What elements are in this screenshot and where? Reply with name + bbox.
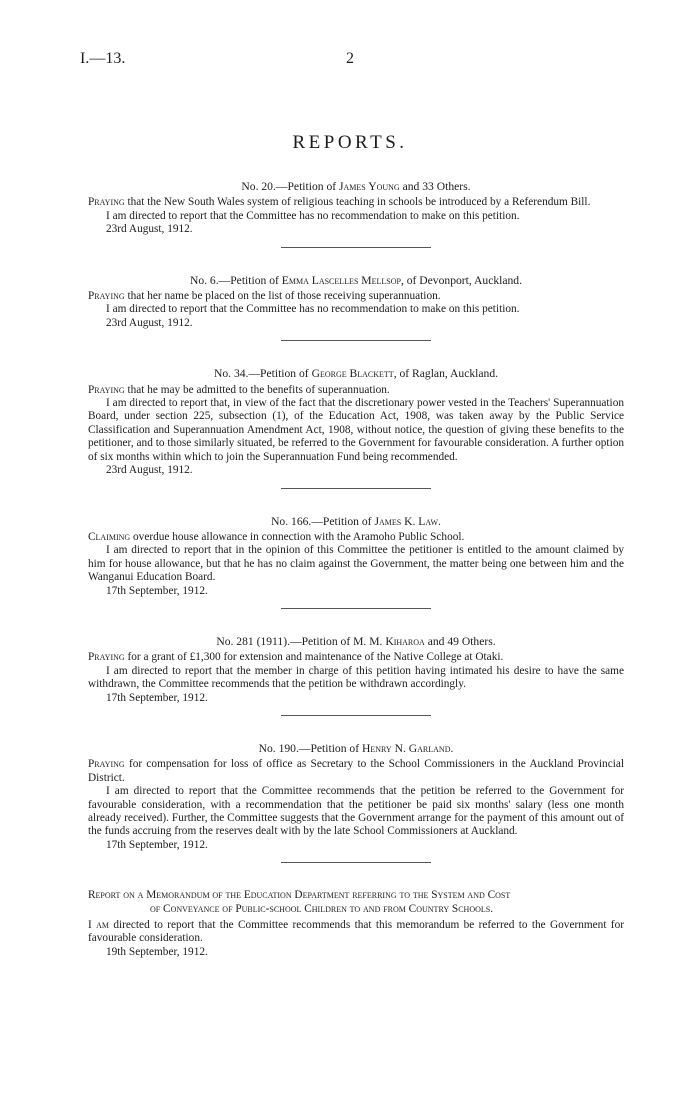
prayer-lead-word: Claiming — [88, 530, 131, 543]
section-divider — [281, 715, 431, 716]
petition-title — [88, 515, 624, 528]
memorandum-report-text: directed to report that the Committee recommends that this memorandum be referred to the Government for favourable consideration. — [88, 919, 624, 945]
report-date: 17th September, 1912. — [106, 838, 208, 851]
petition-section — [88, 515, 624, 609]
petition-prayer — [88, 384, 624, 397]
report-paragraph: I am directed to report that the Committee recommends that the petition be referred to the Government for favourable consideration, with a recommendation that the petitioner be paid six months' salary (less one month already received). Further, the Committee suggests that the Government arrange for the payment of this amount out of the funds accruing from the reserves dealt with by the late School Commissioners at Auckland. — [88, 785, 624, 838]
petitioner-name: James K. Law — [374, 514, 439, 528]
petition-number: No. 281 (1911).—Petition of — [216, 634, 354, 648]
memorandum-report-title — [88, 889, 624, 916]
prayer-text: for a grant of £1,300 for extension and maintenance of the Native College at Otaki. — [124, 651, 504, 664]
petitioner-name: George Blackett — [311, 367, 394, 381]
prayer-text: for compensation for loss of office as Secretary to the School Commissioners in the Auckland Provincial District. — [88, 758, 624, 784]
petition-title — [88, 274, 624, 287]
prayer-text: that the New South Wales system of religious teaching in schools be introduced by a Referendum Bill. — [124, 196, 591, 209]
petition-prayer — [88, 290, 624, 303]
page-number: 2 — [346, 50, 354, 67]
report-paragraph: I am directed to report that the member in charge of this petition having intimated his desire to have the same withdrawn, the Committee recommends that the petition be withdrawn accordingly. — [88, 664, 624, 691]
report-date: 19th September, 1912. — [106, 945, 208, 958]
reports-body — [88, 180, 624, 959]
petition-section — [88, 635, 624, 716]
prayer-lead-word: Praying — [88, 651, 125, 664]
memorandum-title-line-1: Report on a Memorandum of the Education Department referring to the System and Cost — [88, 889, 511, 902]
petition-prayer — [88, 758, 624, 785]
petition-section — [88, 180, 624, 248]
petition-prayer — [88, 531, 624, 544]
petition-title-rest: and 33 Others. — [399, 180, 471, 193]
petition-title-rest: , of Raglan, Auckland. — [393, 367, 499, 381]
page-title: REPORTS. — [292, 132, 408, 153]
prayer-text: that her name be placed on the list of those receiving superannuation. — [124, 290, 441, 303]
petition-number: No. 6.—Petition of — [189, 273, 282, 287]
report-paragraph: I am directed to report that the Committee has no recommendation to make on this petition. — [106, 209, 520, 222]
section-divider — [281, 247, 431, 248]
prayer-lead-word: Praying — [88, 290, 125, 303]
prayer-text: that he may be admitted to the benefits of superannuation. — [124, 383, 390, 396]
prayer-lead-word: Praying — [88, 196, 125, 209]
petition-number: No. 20.—Petition of — [241, 180, 340, 193]
memorandum-report-paragraph — [88, 919, 624, 946]
petition-title — [88, 742, 624, 755]
petition-prayer — [88, 196, 624, 209]
report-date: 17th September, 1912. — [106, 691, 208, 704]
petitioner-name: M. M. Kiharoa — [353, 634, 425, 648]
report-paragraph: I am directed to report that in the opinion of this Committee the petitioner is entitled to the amount claimed by him for house allowance, but that he has no claim against the Government, the matter being one between him and the Wanganui Education Board. — [88, 544, 624, 584]
petition-title — [88, 367, 624, 380]
petition-title-rest: . — [438, 514, 441, 528]
petitioner-name: James Young — [339, 180, 400, 193]
report-paragraph: I am directed to report that the Committee has no recommendation to make on this petition. — [106, 303, 520, 316]
petition-title-rest: . — [450, 741, 454, 755]
report-date: 17th September, 1912. — [106, 584, 208, 597]
prayer-lead-word: Praying — [88, 758, 125, 771]
section-divider — [281, 340, 431, 341]
document-reference: I.—13. — [80, 50, 126, 67]
petition-number: No. 166.—Petition of — [271, 514, 375, 528]
section-divider — [281, 608, 431, 609]
petition-section — [88, 274, 624, 342]
petitioner-name: Henry N. Garland — [362, 741, 451, 755]
memorandum-report-section — [88, 889, 624, 959]
report-paragraph: I am directed to report that, in view of the fact that the discretionary power vested in the Teachers' Superannuation Board, under section 225, subsection (1), of the Education Act, 1908, was taken away by the Public Service Classification and Superannuation Amendment Act, 1908, without notice, the question of giving these benefits to the petitioner, and to those similarly situated, be referred to the Government for favourable consideration. A further option of six months within which to join the Superannuation Fund being recommended. — [88, 397, 624, 463]
section-divider — [281, 488, 431, 489]
memorandum-lead-word: I am — [88, 919, 109, 932]
report-date: 23rd August, 1912. — [106, 464, 193, 477]
petition-title — [88, 180, 624, 193]
petitioner-name: Emma Lascelles Mellsop — [281, 273, 401, 287]
petition-section — [88, 367, 624, 488]
petition-title-rest: and 49 Others. — [424, 634, 496, 648]
report-date: 23rd August, 1912. — [106, 316, 193, 329]
page-header — [0, 50, 700, 74]
section-divider — [281, 862, 431, 863]
report-date: 23rd August, 1912. — [106, 223, 193, 236]
petition-title — [88, 635, 624, 648]
memorandum-title-line-2: of Conveyance of Public-school Children to and from Country Schools. — [150, 902, 494, 915]
prayer-text: overdue house allowance in connection with the Aramoho Public School. — [130, 530, 465, 543]
prayer-lead-word: Praying — [88, 383, 125, 396]
petition-title-rest: , of Devonport, Auckland. — [400, 273, 523, 287]
petition-number: No. 34.—Petition of — [213, 367, 312, 381]
petition-number: No. 190.—Petition of — [258, 741, 362, 755]
petition-prayer — [88, 651, 624, 664]
petition-section — [88, 742, 624, 863]
